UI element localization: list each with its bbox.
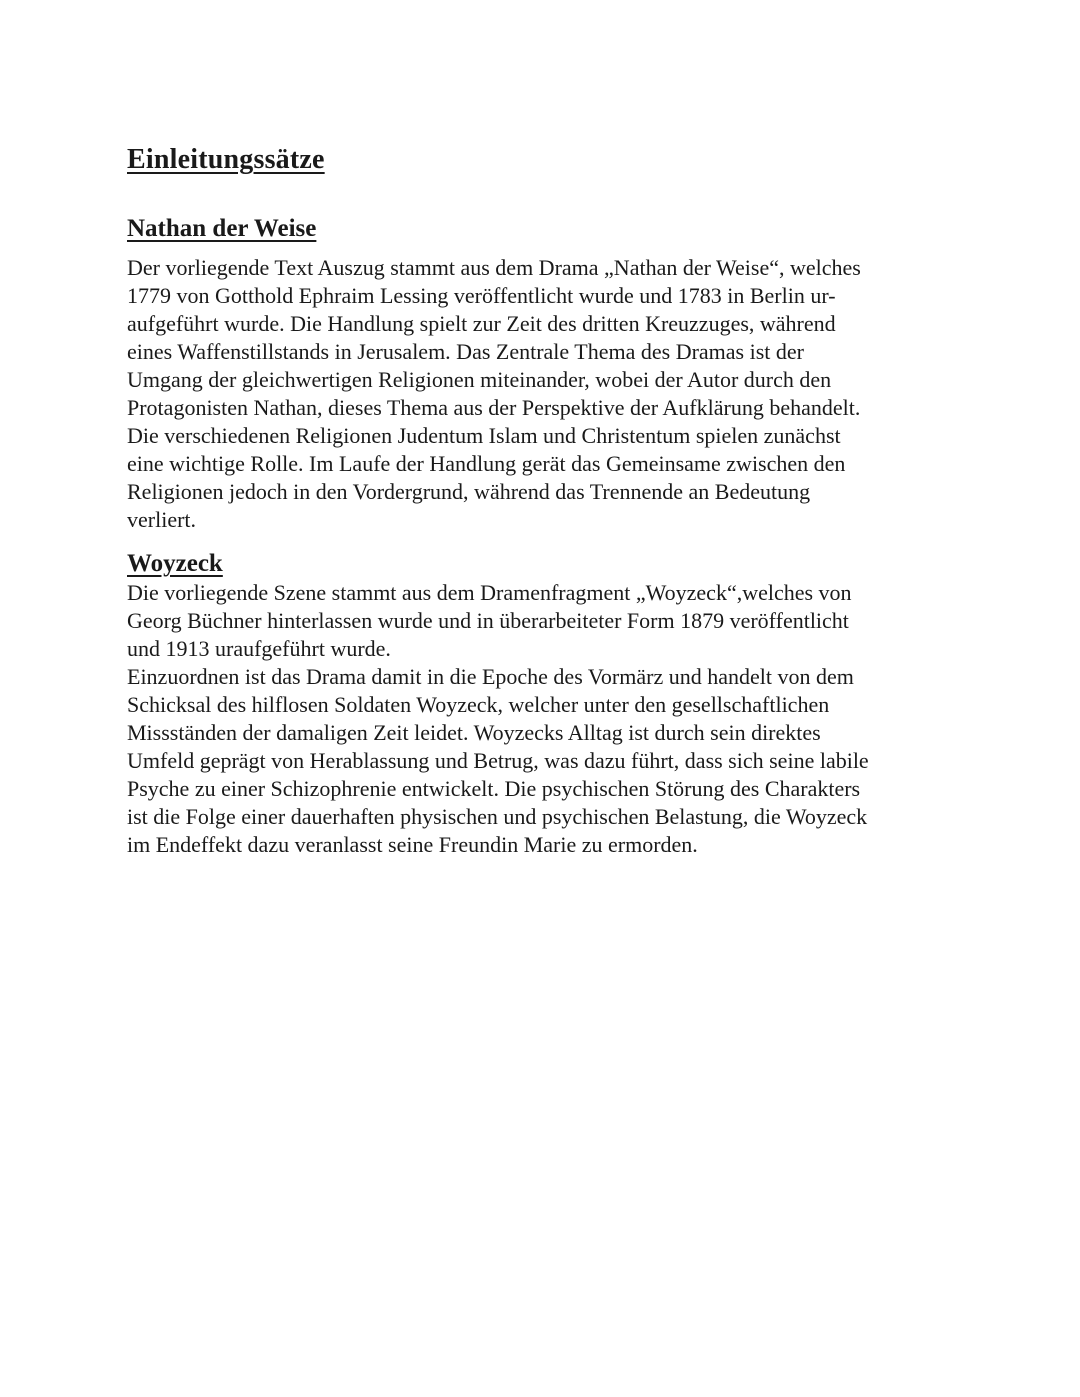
section-heading-woyzeck: Woyzeck [127,550,223,577]
paragraph-nathan-der-weise: Der vorliegende Text Auszug stammt aus dem Drama „Nathan der Weise“, welches 1779 von Gotthold Ephraim Lessing veröffentlicht wurde und 1783 in Berlin ur- aufgeführt wurde. Die Handlung spielt zur Zeit des dritten Kreuzzuges, während eines Waffenstillstands in Jerusalem. Das Zentrale Thema des Dramas ist der Umgang der gleichwertigen Religionen miteinander, wobei der Autor durch den Protagonisten Nathan, dieses Thema aus der Perspektive der Aufklärung behandelt. Die verschiedenen Religionen Judentum Islam und Christentum spielen zunächst eine wichtige Rolle. Im Laufe der Handlung gerät das Gemeinsame zwischen den Religionen jedoch in den Vordergrund, während das Trennende an Bedeutung verliert. [127,255,861,532]
section-heading-nathan-der-weise: Nathan der Weise [127,215,317,242]
paragraph-woyzeck-analysis: Einzuordnen ist das Drama damit in die Epoche des Vormärz und handelt von dem Schicksal des hilflosen Soldaten Woyzeck, welcher unter den gesellschaftlichen Missständen der damaligen Zeit leidet. Woyzecks Alltag ist durch sein direktes Umfeld geprägt von Herablassung und Betrug, was dazu führt, dass sich seine labile Psyche zu einer Schizophrenie entwickelt. Die psychischen Störung des Charakters ist die Folge einer dauerhaften physischen und psychischen Belastung, die Woyzeck im Endeffekt dazu veranlasst seine Freundin Marie zu ermorden. [127,664,869,857]
document-page [127,140,957,859]
document-title: Einleitungssätze [127,144,325,175]
paragraph-woyzeck-intro: Die vorliegende Szene stammt aus dem Dramenfragment „Woyzeck“,welches von Georg Büchner hinterlassen wurde und in überarbeiteter Form 1879 veröffentlicht und 1913 uraufgeführt wurde. [127,580,852,661]
